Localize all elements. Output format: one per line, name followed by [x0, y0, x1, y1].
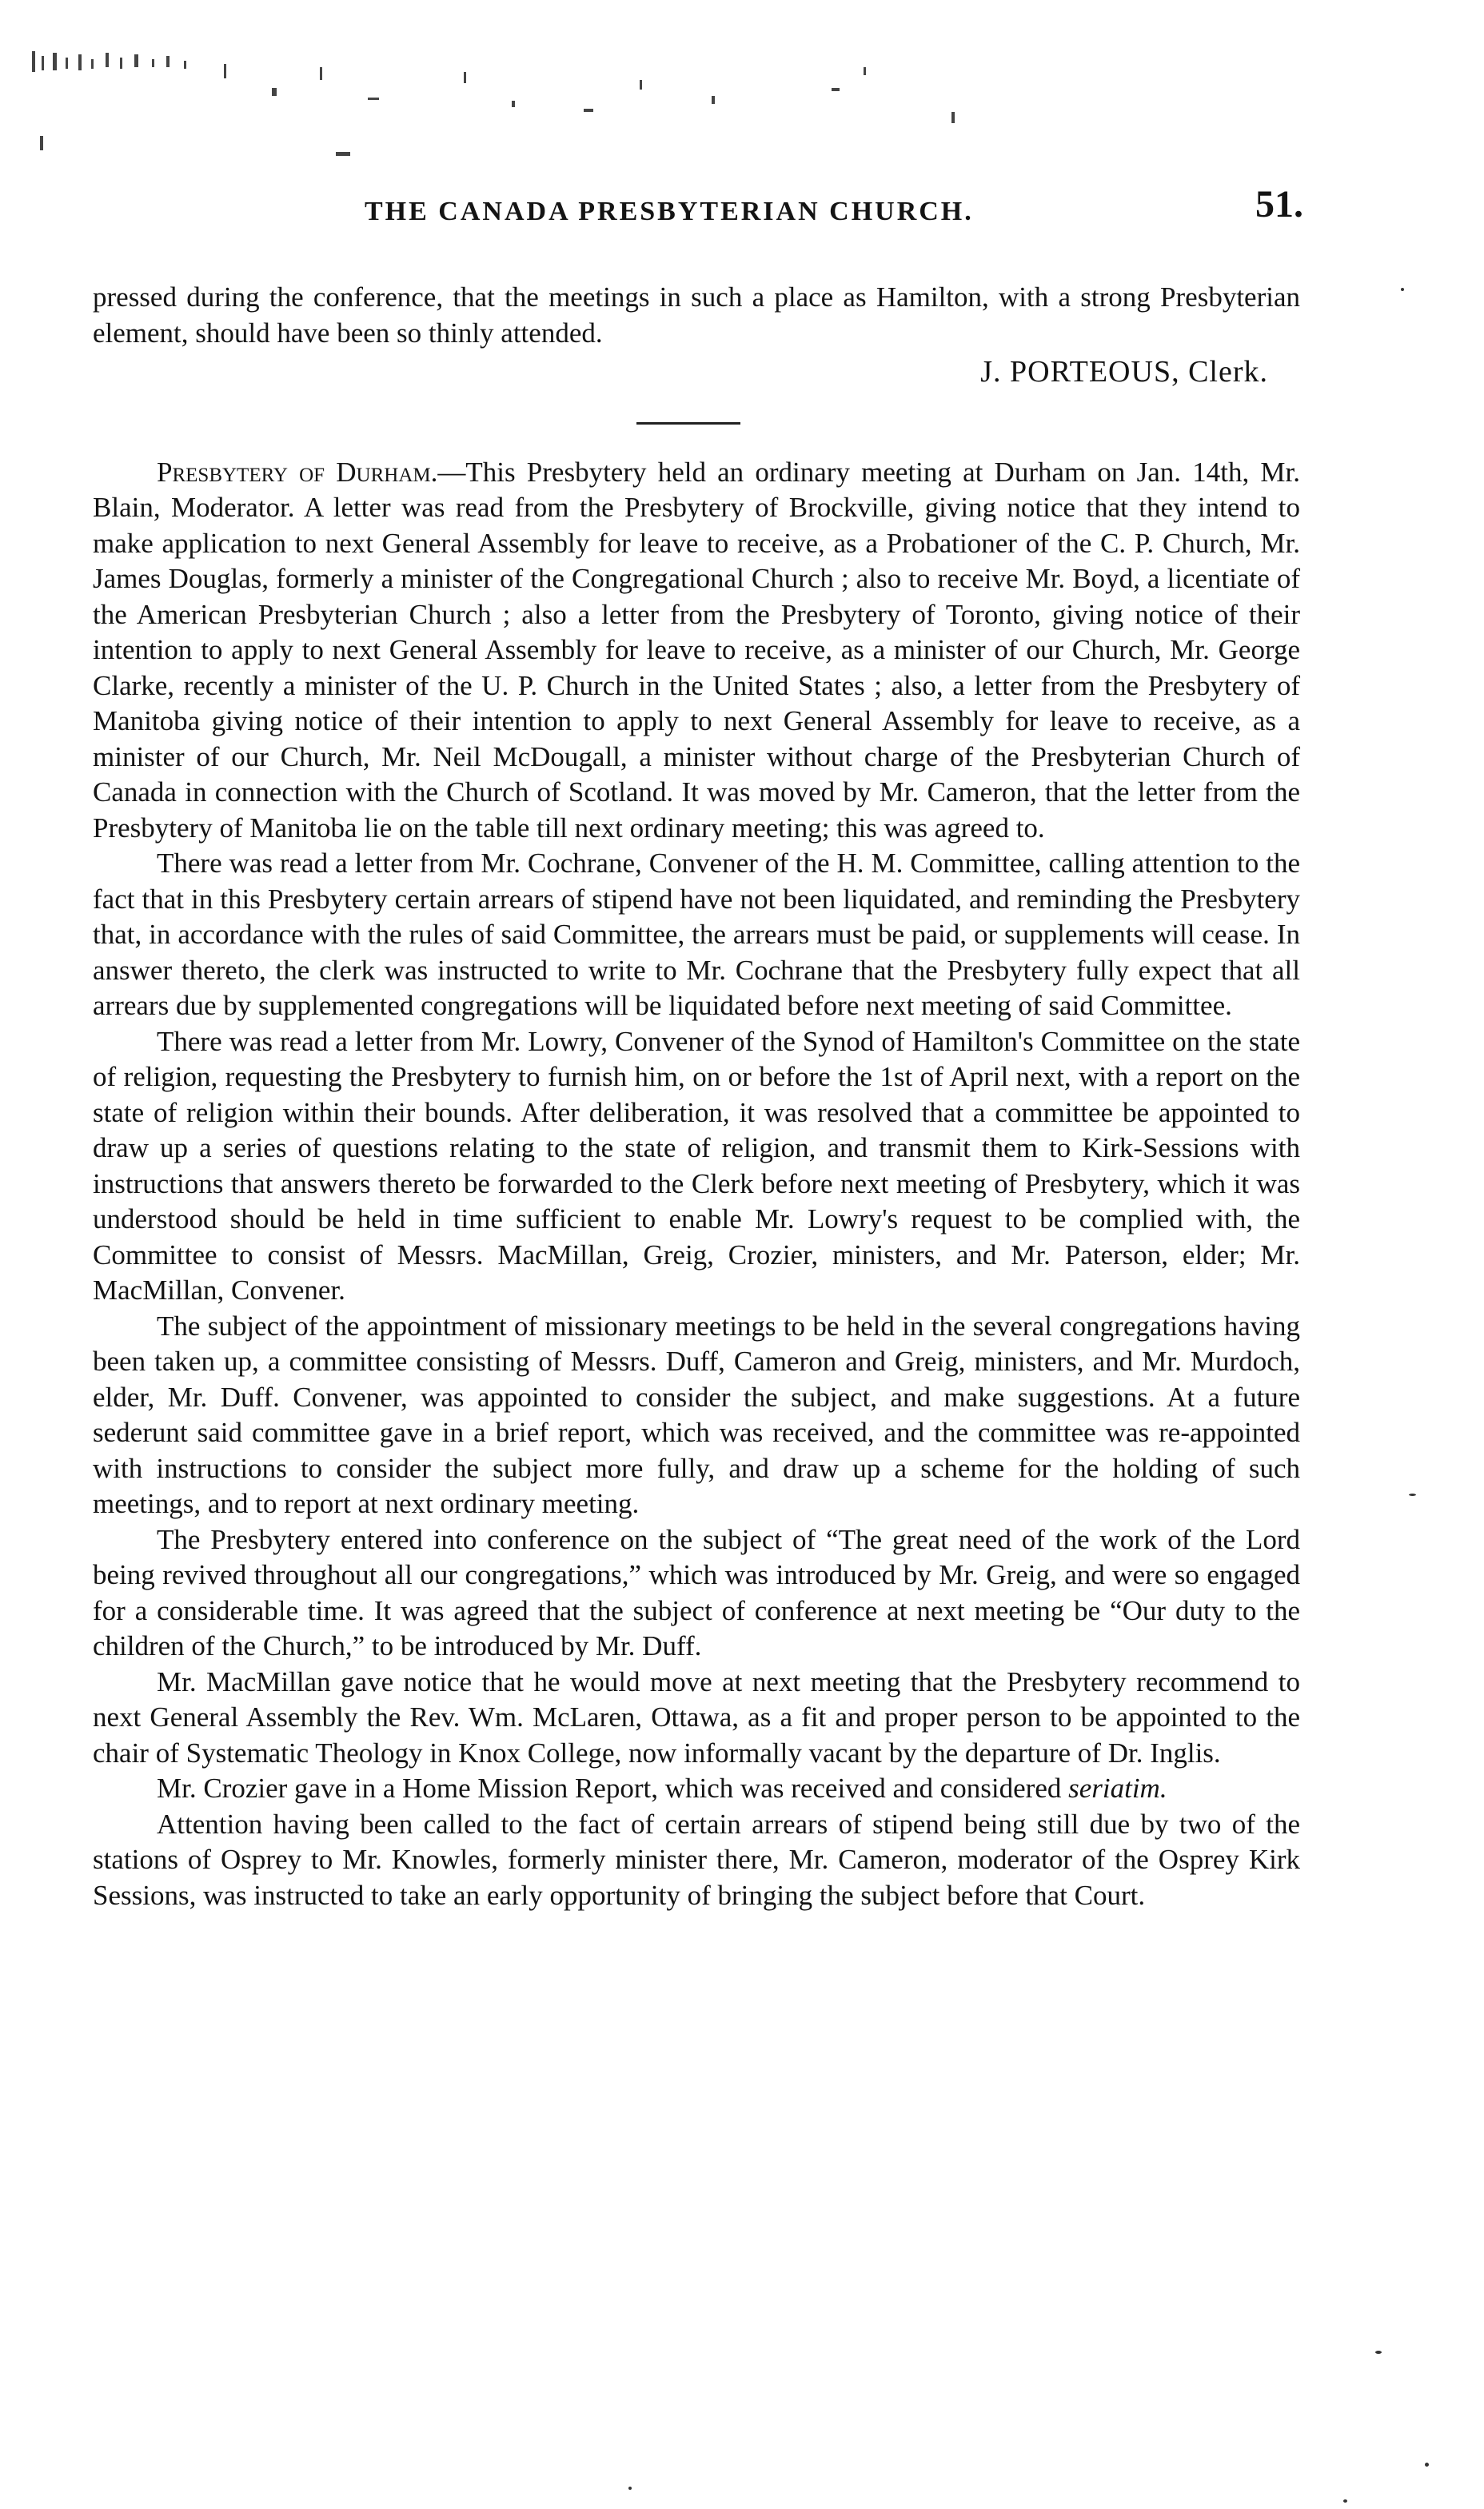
paragraph-lowry-letter: There was read a letter from Mr. Lowry, Convener of the Synod of Hamilton's Committee on the state of religion, requesting the Presbytery to furnish him, on or before the 1st of April next, with a report on the state of religion within their bounds. After deliberation, it was resolved that a committee be appointed to draw up a series of questions relating to the state of religion, and transmit them to Kirk-Sessions with instructions that answers thereto be forwarded to the Clerk before next meeting of Presbytery, which it was understood should be held in time sufficient to enable Mr. Lowry's request to be complied with, the Committee to consist of Messrs. MacMillan, Greig, Crozier, ministers, and Mr. Paterson, elder; Mr. MacMillan, Convener.: [93, 1025, 1300, 1306]
running-head: THE CANADA PRESBYTERIAN CHURCH.: [365, 197, 974, 226]
paragraph-crozier-report: [93, 1771, 1300, 1807]
paragraph-text: —This Presbytery held an ordinary meeting at Durham on Jan. 14th, Mr. Blain, Moderator. A letter was read from the Presbytery of Brockville, giving notice that they intend to make application to next General Assembly for leave to receive, as a Probationer of the C. P. Church, Mr. James Douglas, formerly a minister of the Congregational Church ; also to receive Mr. Boyd, a licentiate of the American Presbyterian Church ; also a letter from the Presbytery of Toronto, giving notice of their intention to apply to next General Assembly for leave to receive, as a minister of our Church, Mr. George Clarke, recently a minister of the U. P. Church in the United States ; also, a letter from the Presbytery of Manitoba giving notice of their intention to apply to next General Assembly for leave to receive, as a minister of our Church, Mr. Neil McDougall, a minister without charge of the Presbyterian Church of Canada in connection with the Church of Scotland. It was moved by Mr. Cameron, that the letter from the Presbytery of Manitoba lie on the table till next ordinary meeting; this was agreed to.: [93, 456, 1300, 844]
paragraph-durham-meeting: [93, 455, 1300, 847]
print-smudge-marks: [32, 40, 991, 168]
paragraph-macmillan-notice: Mr. MacMillan gave notice that he would move at next meeting that the Presbytery recommend to next General Assembly the Rev. Wm. McLaren, Ottawa, as a fit and proper person to be appointed to the chair of Systematic Theology in Knox College, now informally vacant by the departure of Dr. Inglis.: [93, 1665, 1300, 1769]
paragraph-text: Mr. Crozier gave in a Home Mission Report, which was received and considered: [157, 1773, 1069, 1804]
paragraph-missionary-meetings: The subject of the appointment of missionary meetings to be held in the several congregations having been taken up, a committee consisting of Messrs. Duff, Cameron and Greig, ministers, and Mr. Murdoch, elder, Mr. Duff. Convener, was appointed to consider the subject, and make suggestions. At a future sederunt said committee gave in a brief report, which was received, and the committee was re-appointed with instructions to consider the subject more fully, and draw up a scheme for the holding of such meetings, and to report at next ordinary meeting.: [93, 1310, 1300, 1519]
article-body: [93, 280, 1300, 1913]
opening-paragraph: pressed during the conference, that the meetings in such a place as Hamilton, with a strong Presbyterian element, should have been so thinly attended.: [93, 281, 1300, 349]
margin-speck: [1425, 2463, 1429, 2467]
paragraph-cochrane-letter: There was read a letter from Mr. Cochrane, Convener of the H. M. Committee, calling attention to the fact that in this Presbytery certain arrears of stipend have not been liquidated, and reminding the Presbytery that, in accordance with the rules of said Committee, the arrears must be paid, or supplements will cease. In answer thereto, the clerk was instructed to write to Mr. Cochrane that the Presbytery fully expect that all arrears due by supplemented congregations will be liquidated before next meeting of said Committee.: [93, 848, 1300, 1021]
signature: J. PORTEOUS, Clerk.: [980, 355, 1268, 389]
section-divider: [636, 422, 740, 425]
section-heading: Presbytery of Durham.: [157, 456, 438, 488]
page-number: 51.: [1255, 183, 1303, 225]
italic-term: seriatim.: [1068, 1773, 1167, 1804]
margin-speck: [1343, 2499, 1347, 2503]
margin-speck: [628, 2487, 632, 2490]
margin-speck: [1401, 288, 1404, 291]
paragraph-conference: The Presbytery entered into conference on the subject of “The great need of the work of the Lord being revived throughout all our congregations,” which was introduced by Mr. Greig, and were so engaged for a considerable time. It was agreed that the subject of conference at next meeting be “Our duty to the children of the Church,” to be introduced by Mr. Duff.: [93, 1523, 1300, 1661]
margin-speck: [1375, 2351, 1382, 2354]
margin-speck: [1409, 1494, 1416, 1496]
paragraph-osprey-arrears: Attention having been called to the fact of certain arrears of stipend being still due by two of the stations of Osprey to Mr. Knowles, formerly minister there, Mr. Cameron, moderator of the Osprey Kirk Sessions, was instructed to take an early opportunity of bringing the subject before that Court.: [93, 1808, 1300, 1911]
